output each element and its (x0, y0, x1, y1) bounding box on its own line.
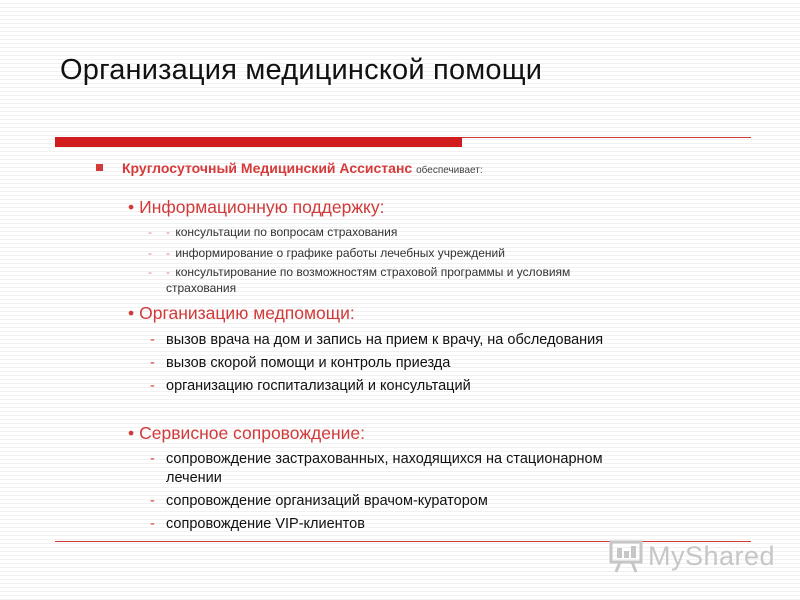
round-bullet-icon: • (128, 423, 135, 443)
list-item: - организацию госпитализаций и консультаций (150, 378, 471, 394)
round-bullet-icon: • (128, 303, 135, 323)
bottom-divider-line (55, 541, 751, 542)
section-heading-service: • Сервисное сопровождение: (128, 423, 365, 443)
square-bullet-icon (96, 164, 103, 171)
intro-bold: Круглосуточный Медицинский Ассистанс (122, 160, 413, 176)
intro-line (96, 160, 483, 176)
page-title: Организация медицинской помощи (60, 54, 543, 86)
list-item-continuation: страхования (166, 281, 237, 295)
watermark-text: MyShared (648, 541, 776, 571)
list-item-continuation: лечении (166, 470, 222, 486)
list-item: - - консультирование по возможностям страховой программы и условиям (148, 265, 571, 279)
presentation-board-icon (608, 538, 644, 574)
section-heading-medical: • Организацию медпомощи: (128, 303, 355, 323)
section-heading-info: • Информационную поддержку: (128, 197, 385, 217)
list-item: - вызов врача на дом и запись на прием к врачу, на обследования (150, 332, 604, 348)
list-item: - - консультации по вопросам страхования (148, 225, 398, 239)
list-item: - вызов скорой помощи и контроль приезда (150, 355, 451, 371)
intro-small: обеспечивает: (416, 165, 483, 176)
round-bullet-icon: • (128, 197, 135, 217)
accent-bar (55, 137, 462, 147)
list-item: - сопровождение застрахованных, находящихся на стационарном (150, 451, 603, 467)
list-item: - - информирование о графике работы лечебных учреждений (148, 246, 505, 260)
list-item: - сопровождение VIP-клиентов (150, 516, 365, 532)
list-item: - сопровождение организаций врачом-куратором (150, 493, 488, 509)
